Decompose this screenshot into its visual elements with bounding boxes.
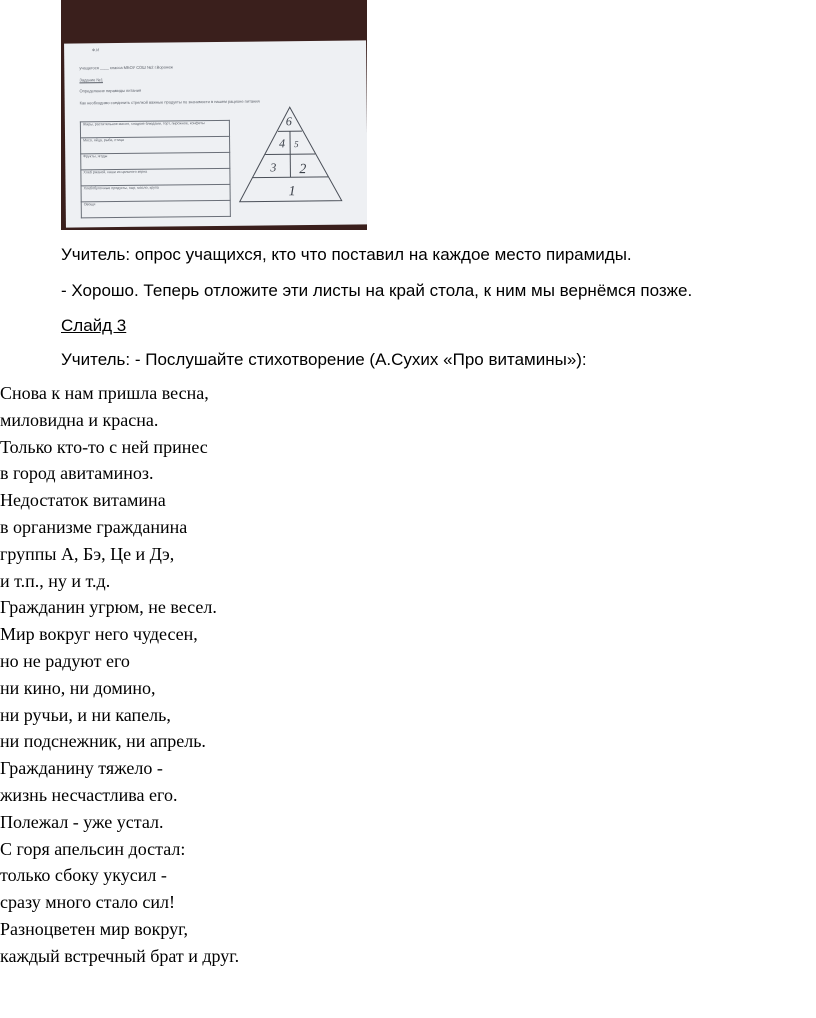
worksheet-photo: [61, 0, 367, 230]
food-pyramid-diagram: [235, 105, 346, 206]
worksheet-table-row: Овощи: [81, 200, 230, 218]
poem-line: в город авитаминоз.: [0, 463, 154, 484]
poem-line: но не радуют его: [0, 650, 130, 671]
slide-heading: Слайд 3: [61, 316, 127, 335]
poem-line: в организме гражданина: [0, 516, 188, 537]
poem-line: ни кино, ни домино,: [0, 677, 156, 698]
poem-line: Снова к нам пришла весна,: [0, 383, 209, 403]
poem-line: Только кто-то с ней принес: [0, 436, 208, 457]
poem-line: С горя апельсин достал:: [0, 838, 186, 859]
poem-line: миловидна и красна.: [0, 409, 159, 430]
poem-line: сразу много стало сил!: [0, 892, 175, 913]
worksheet-table: [80, 120, 231, 219]
teacher-survey-text: Учитель: опрос учащихся, кто что поставил на каждое место пирамиды.: [61, 245, 632, 264]
poem-line: каждый встречный брат и друг.: [0, 945, 240, 966]
poem-line: Разноцветен мир вокруг,: [0, 918, 189, 939]
pyramid-label: 5: [294, 139, 299, 150]
poem-line: только сбоку укусил -: [0, 865, 167, 886]
pyramid-label: 1: [288, 184, 296, 200]
poem: [0, 380, 239, 970]
pyramid-label: 6: [285, 114, 292, 129]
poem-line: ни подснежник, ни апрель.: [0, 731, 206, 752]
worksheet-table-row: Хлебобулочные продукты, сыр, масло, крупа: [81, 184, 230, 202]
worksheet-caption: Ф.И: [92, 47, 100, 53]
poem-line: Гражданин угрюм, не весел.: [0, 597, 217, 618]
poem-line: Полежал - уже устал.: [0, 811, 164, 832]
poem-line: ни ручьи, и ни капель,: [0, 704, 171, 725]
poem-line: Недостаток витамина: [0, 490, 166, 511]
worksheet-table-row: Хлеб ржаной, каши из цельного зерна: [81, 168, 230, 186]
poem-line: группы А, Бэ, Це и Дэ,: [0, 543, 175, 564]
worksheet-caption: Как необходимо соединить стрелкой важные продукты по значимости в нашем рационе питания: [79, 98, 260, 106]
poem-line: Мир вокруг него чудесен,: [0, 624, 198, 645]
pyramid-label: 3: [270, 160, 277, 175]
worksheet-table-row: Фрукты, ягоды: [81, 152, 230, 170]
worksheet-table-row: Мясо, яйца, рыба, птица: [81, 136, 230, 154]
pyramid-label: 2: [299, 162, 307, 178]
worksheet-caption: Задание №1: [79, 77, 103, 83]
poem-line: жизнь несчастлива его.: [0, 784, 178, 805]
worksheet-caption: Определение пирамиды питания: [79, 87, 142, 94]
pyramid-label: 4: [279, 136, 286, 151]
worksheet-caption: учащегося ____ класса МБОУ СОШ №2 г.Воронеж: [79, 64, 174, 71]
worksheet-table-row: Жиры, растительное масло, сладкие блюдами, торт, пирожное, конфеты: [80, 120, 229, 138]
listen-poem-text: Учитель: - Послушайте стихотворение (А.Сухих «Про витамины»):: [61, 350, 587, 369]
worksheet-paper: [64, 40, 367, 227]
put-aside-text: - Хорошо. Теперь отложите эти листы на край стола, к ним мы вернёмся позже.: [61, 281, 693, 300]
poem-line: Гражданину тяжело -: [0, 758, 163, 779]
poem-line: и т.п., ну и т.д.: [0, 570, 111, 591]
